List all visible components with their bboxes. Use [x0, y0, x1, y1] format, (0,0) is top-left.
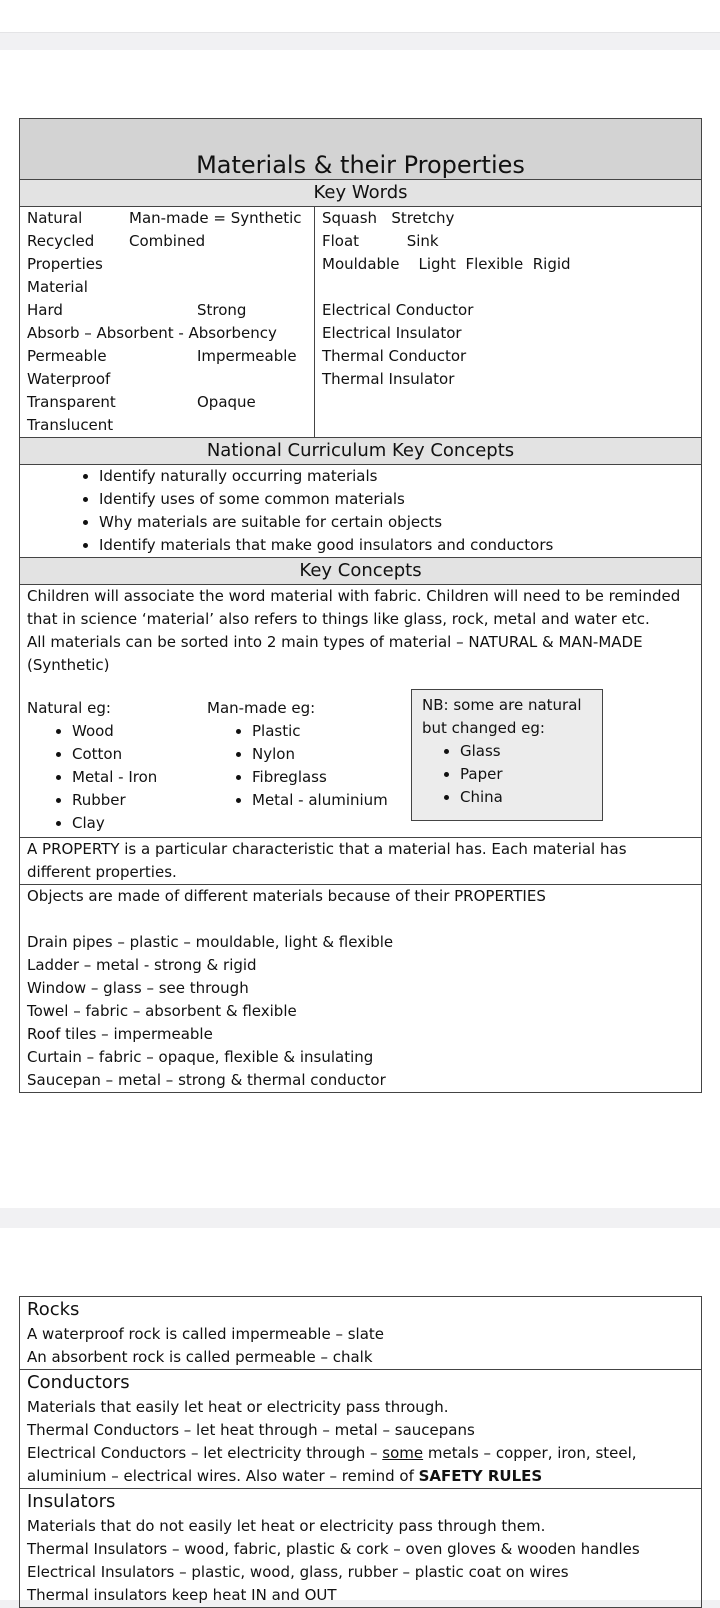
key-words-left: [20, 207, 315, 438]
text-run: metals – copper, iron, steel, aluminium – electrical wires. Also water – remind of: [27, 1444, 637, 1485]
kw-item: Hard: [27, 301, 63, 319]
kw-item: Electrical Conductor: [322, 301, 474, 319]
kw-spacer: [322, 276, 694, 299]
list-item: Ladder – metal - strong & rigid: [27, 956, 257, 974]
nc-list-cell: [20, 465, 702, 558]
list-item: Thermal insulators keep heat IN and OUT: [27, 1586, 337, 1604]
kw-item: Squash Stretchy: [322, 209, 455, 227]
list-item: • Identify uses of some common materials: [99, 488, 694, 511]
list-item: • Cotton: [72, 743, 157, 766]
kw-item: Waterproof: [27, 370, 111, 388]
list-item: • Clay: [72, 812, 157, 835]
natural-examples: [27, 697, 157, 835]
document-page-2: [0, 1228, 720, 1604]
list-item: Thermal Insulators – wood, fabric, plastic & cork – oven gloves & wooden handles: [27, 1540, 640, 1558]
kw-item: Material: [27, 278, 88, 296]
list-item: Materials that do not easily let heat or electricity pass through them.: [27, 1517, 546, 1535]
kw-item: Natural: [27, 209, 83, 227]
list-item: • Paper: [460, 763, 592, 786]
insulators-heading: Insulators: [27, 1491, 116, 1512]
property-cell: A PROPERTY is a particular characteristic that a material has. Each material has different properties.: [20, 838, 702, 885]
safety-rules-text: SAFETY RULES: [418, 1467, 543, 1485]
kc-paragraph-1: Children will associate the word material with fabric. Children will need to be reminded that in science ‘material’ also refers to things like glass, rock, metal and water etc.: [27, 587, 681, 628]
conductors-cell: [20, 1370, 702, 1489]
list-item: [27, 1442, 694, 1488]
rocks-heading: Rocks: [27, 1299, 80, 1320]
list-item: Curtain – fabric – opaque, flexible & insulating: [27, 1048, 374, 1066]
kw-item: Permeable: [27, 347, 107, 365]
viewer-top-bar: [0, 0, 720, 33]
list-item: • Glass: [460, 740, 592, 763]
kw-item: Recycled: [27, 232, 95, 250]
list-item: • Why materials are suitable for certain objects: [99, 511, 694, 534]
list-item: Thermal Conductors – let heat through – metal – saucepans: [27, 1421, 475, 1439]
kw-item: Thermal Insulator: [322, 370, 455, 388]
manmade-label: Man-made eg:: [207, 699, 316, 717]
kc-heading: Key Concepts: [20, 558, 702, 585]
list-item: • Fibreglass: [252, 766, 388, 789]
objects-intro: Objects are made of different materials because of their PROPERTIES: [27, 887, 546, 905]
kw-item: Man-made = Synthetic: [129, 209, 302, 227]
list-item: • Identify materials that make good insulators and conductors: [99, 534, 694, 557]
kc-paragraph-2: All materials can be sorted into 2 main types of material – NATURAL & MAN-MADE (Synthetic): [27, 633, 643, 674]
list-item: • Nylon: [252, 743, 388, 766]
materials-table: [19, 118, 702, 1093]
natural-label: Natural eg:: [27, 699, 111, 717]
nc-list: [27, 465, 694, 557]
list-item: • Wood: [72, 720, 157, 743]
key-words-right: [315, 207, 702, 438]
kw-item: Strong: [197, 301, 247, 319]
kw-item: Thermal Conductor: [322, 347, 467, 365]
list-item: Electrical Insulators – plastic, wood, glass, rubber – plastic coat on wires: [27, 1563, 569, 1581]
list-item: Towel – fabric – absorbent & flexible: [27, 1002, 297, 1020]
kw-item: Transparent: [27, 393, 116, 411]
list-item: Drain pipes – plastic – mouldable, light & flexible: [27, 933, 394, 951]
nb-text: NB: some are natural but changed eg:: [422, 696, 582, 737]
list-item: A waterproof rock is called impermeable – slate: [27, 1325, 384, 1343]
list-item: • Identify naturally occurring materials: [99, 465, 694, 488]
page-title: Materials & their Properties: [20, 119, 702, 180]
kw-item: Translucent: [27, 416, 114, 434]
list-item: • Metal - aluminium: [252, 789, 388, 812]
list-item: Materials that easily let heat or electricity pass through.: [27, 1398, 449, 1416]
text-run-underlined: some: [382, 1444, 424, 1462]
key-words-heading: Key Words: [20, 180, 702, 207]
kw-item: Opaque: [197, 393, 256, 411]
examples-block: [27, 697, 694, 837]
materials-table-2: [19, 1296, 702, 1608]
objects-cell: [20, 885, 702, 1093]
kw-item: Mouldable Light Flexible Rigid: [322, 255, 571, 273]
key-words-left-list: [27, 207, 307, 437]
kw-item: Absorb – Absorbent - Absorbency: [27, 324, 277, 342]
conductors-heading: Conductors: [27, 1372, 130, 1393]
kw-item: Combined: [129, 232, 206, 250]
kw-item: Electrical Insulator: [322, 324, 462, 342]
text-run: Electrical Conductors – let electricity through –: [27, 1444, 383, 1462]
manmade-examples: [207, 697, 388, 812]
list-item: Roof tiles – impermeable: [27, 1025, 213, 1043]
kw-item: Impermeable: [197, 347, 297, 365]
list-item: • Metal - Iron: [72, 766, 157, 789]
list-item: Saucepan – metal – strong & thermal conductor: [27, 1071, 386, 1089]
kw-item: Properties: [27, 255, 103, 273]
insulators-cell: [20, 1489, 702, 1608]
list-item: • Plastic: [252, 720, 388, 743]
list-item: Window – glass – see through: [27, 979, 249, 997]
nc-heading: National Curriculum Key Concepts: [20, 438, 702, 465]
nb-box: [411, 689, 603, 821]
list-item: • China: [460, 786, 592, 809]
document-page-1: [0, 50, 720, 1208]
rocks-cell: [20, 1297, 702, 1370]
list-item: An absorbent rock is called permeable – chalk: [27, 1348, 373, 1366]
kc-cell: [20, 585, 702, 838]
kw-item: Float Sink: [322, 232, 439, 250]
list-item: • Rubber: [72, 789, 157, 812]
